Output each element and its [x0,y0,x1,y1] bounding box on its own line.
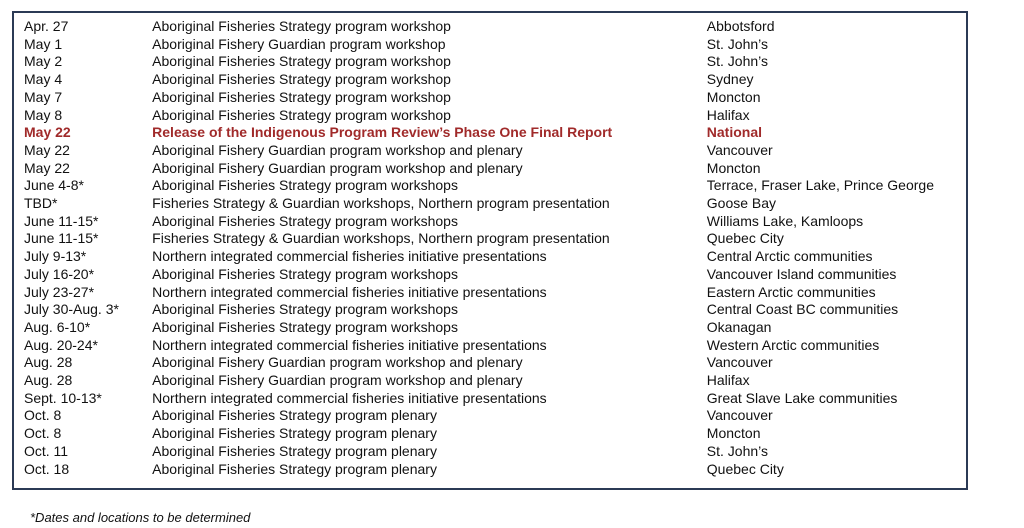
schedule-row [24,461,966,479]
schedule-location: Halifax [706,106,750,123]
schedule-event: Aboriginal Fisheries Strategy program plenary [152,442,437,459]
schedule-event: Aboriginal Fisheries Strategy program workshop [152,88,451,105]
schedule-row [24,425,966,443]
schedule-event: Aboriginal Fishery Guardian program workshop [152,35,446,52]
schedule-date: Oct. 18 [24,460,70,477]
schedule-date: May 22 [24,124,71,141]
schedule-date: June 11-15* [24,230,99,247]
schedule-event: Aboriginal Fisheries Strategy program workshop [152,71,451,88]
schedule-table-body [24,18,966,478]
schedule-location: Eastern Arctic communities [706,283,876,300]
footnote: *Dates and locations to be determined [30,510,251,525]
schedule-event: Aboriginal Fisheries Strategy program workshop [152,53,451,70]
schedule-date: TBD* [24,195,58,212]
schedule-row [24,18,966,36]
schedule-row [24,177,966,195]
schedule-event: Aboriginal Fisheries Strategy program plenary [152,460,437,477]
schedule-row [24,36,966,54]
schedule-date: June 11-15* [24,212,99,229]
schedule-location: St. John’s [706,35,769,52]
schedule-location: Vancouver [706,354,773,371]
schedule-location: Abbotsford [706,18,775,34]
schedule-location: Moncton [706,425,761,442]
schedule-event: Aboriginal Fisheries Strategy program workshops [152,301,458,318]
schedule-location: Moncton [706,159,761,176]
schedule-location: Central Arctic communities [706,248,873,265]
schedule-date: July 16-20* [24,265,95,282]
schedule-event: Fisheries Strategy & Guardian workshops, Northern program presentation [152,230,610,247]
schedule-row [24,266,966,284]
schedule-row [24,71,966,89]
schedule-event: Aboriginal Fisheries Strategy program workshops [152,177,458,194]
schedule-event: Northern integrated commercial fisheries initiative presentations [152,283,547,300]
schedule-row [24,248,966,266]
schedule-event: Aboriginal Fisheries Strategy program plenary [152,425,437,442]
schedule-date: Aug. 6-10* [24,318,91,335]
schedule-event: Northern integrated commercial fisheries initiative presentations [152,336,547,353]
schedule-date: Oct. 8 [24,425,62,442]
schedule-row [24,354,966,372]
schedule-event: Aboriginal Fisheries Strategy program workshops [152,265,458,282]
schedule-event: Aboriginal Fishery Guardian program workshop and plenary [152,354,523,371]
schedule-row [24,443,966,461]
schedule-event: Northern integrated commercial fisheries initiative presentations [152,389,547,406]
schedule-row [24,213,966,231]
schedule-date: July 9-13* [24,248,87,265]
schedule-date: May 1 [24,35,63,52]
schedule-row [24,142,966,160]
schedule-row [24,89,966,107]
schedule-date: Sept. 10-13* [24,389,102,406]
schedule-location: St. John’s [706,442,769,459]
schedule-location: Quebec City [706,230,784,247]
schedule-row [24,107,966,125]
schedule-event: Aboriginal Fisheries Strategy program workshops [152,318,458,335]
schedule-date: June 4-8* [24,177,84,194]
schedule-location: Goose Bay [706,195,777,212]
schedule-event: Fisheries Strategy & Guardian workshops, Northern program presentation [152,195,610,212]
schedule-location: Central Coast BC communities [706,301,899,318]
schedule-event: Release of the Indigenous Program Review’s Phase One Final Report [152,124,613,141]
schedule-location: Moncton [706,88,761,105]
schedule-row [24,53,966,71]
schedule-location: Terrace, Fraser Lake, Prince George [706,177,934,194]
schedule-location: Williams Lake, Kamloops [706,212,864,229]
schedule-event: Aboriginal Fisheries Strategy program plenary [152,407,437,424]
schedule-date: Oct. 8 [24,407,62,424]
schedule-row [24,230,966,248]
schedule-date: Apr. 27 [24,18,69,34]
schedule-date: July 23-27* [24,283,95,300]
schedule-date: May 22 [24,159,70,176]
schedule-event: Aboriginal Fisheries Strategy program workshops [152,212,458,229]
schedule-location: Okanagan [706,318,772,335]
schedule-event: Aboriginal Fishery Guardian program workshop and plenary [152,372,523,389]
schedule-date: Oct. 11 [24,442,69,459]
schedule-table [24,18,966,478]
schedule-date: Aug. 28 [24,354,73,371]
schedule-row [24,407,966,425]
schedule-row [24,319,966,337]
schedule-location: Vancouver [706,407,773,424]
schedule-date: Aug. 28 [24,372,73,389]
schedule-row [24,337,966,355]
schedule-box [12,11,968,490]
schedule-row [24,160,966,178]
schedule-date: May 4 [24,71,63,88]
schedule-row [24,284,966,302]
schedule-event: Aboriginal Fisheries Strategy program workshop [152,18,451,34]
schedule-date: May 22 [24,141,70,158]
schedule-event: Northern integrated commercial fisheries initiative presentations [152,248,547,265]
schedule-location: Great Slave Lake communities [706,389,898,406]
schedule-location: Sydney [706,71,754,88]
schedule-row [24,301,966,319]
schedule-location: Halifax [706,372,750,389]
schedule-row [24,372,966,390]
schedule-date: May 2 [24,53,63,70]
schedule-date: Aug. 20-24* [24,336,98,353]
schedule-event: Aboriginal Fishery Guardian program workshop and plenary [152,141,523,158]
schedule-location: Vancouver [706,141,773,158]
schedule-event: Aboriginal Fisheries Strategy program workshop [152,106,451,123]
schedule-date: May 7 [24,88,63,105]
schedule-location: Western Arctic communities [706,336,880,353]
schedule-location: Quebec City [706,460,784,477]
schedule-location: Vancouver Island communities [706,265,897,282]
schedule-row [24,124,966,142]
schedule-location: St. John’s [706,53,769,70]
schedule-event: Aboriginal Fishery Guardian program workshop and plenary [152,159,523,176]
schedule-location: National [706,124,763,141]
schedule-row [24,390,966,408]
schedule-date: July 30-Aug. 3* [24,301,119,318]
schedule-date: May 8 [24,106,63,123]
schedule-row [24,195,966,213]
